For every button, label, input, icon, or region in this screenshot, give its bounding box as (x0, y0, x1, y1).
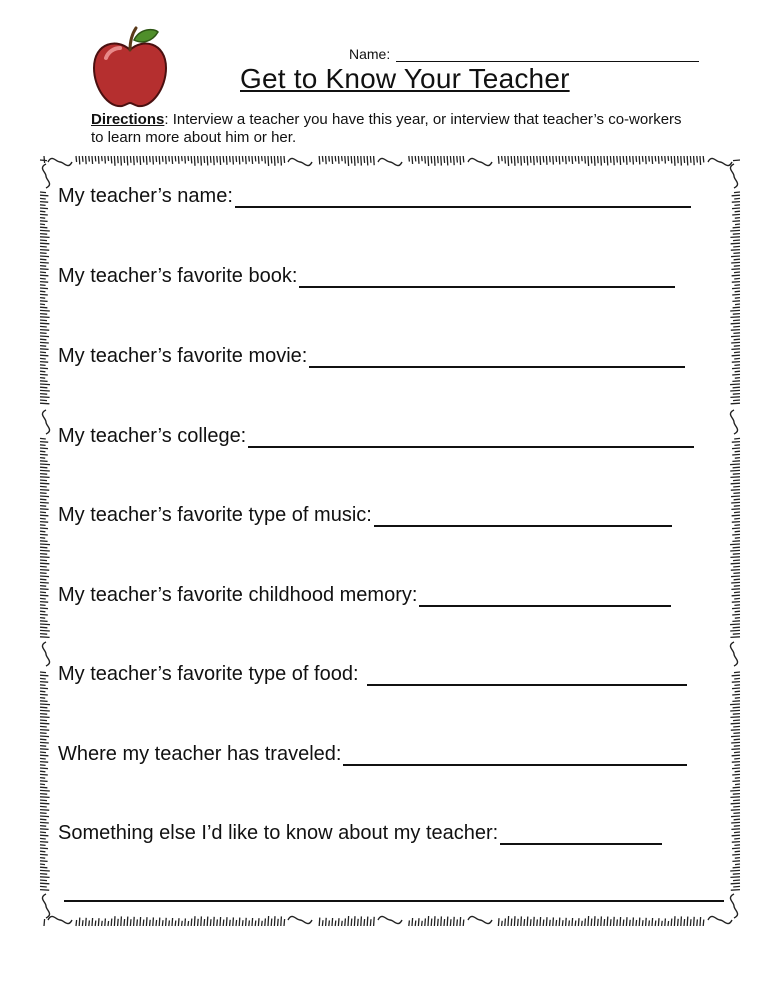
question-label: My teacher’s favorite movie: (58, 345, 308, 367)
question-traveled[interactable] (58, 742, 687, 766)
answer-blank[interactable] (374, 503, 672, 527)
answer-blank[interactable] (299, 264, 675, 288)
question-favorite-book[interactable] (58, 264, 675, 288)
question-favorite-food[interactable] (58, 662, 687, 686)
answer-blank[interactable] (500, 821, 662, 845)
question-favorite-music[interactable] (58, 503, 672, 527)
name-field[interactable] (349, 46, 699, 62)
question-label: My teacher’s favorite type of music: (58, 504, 372, 526)
question-teacher-name[interactable] (58, 184, 691, 208)
question-label: Something else I’d like to know about my teacher: (58, 822, 499, 844)
answer-blank[interactable] (419, 583, 671, 607)
answer-blank[interactable] (235, 184, 691, 208)
answer-blank[interactable] (248, 424, 694, 448)
directions (91, 111, 691, 147)
apple-icon (88, 24, 172, 108)
name-label: Name: (349, 46, 391, 62)
question-something-else[interactable] (58, 821, 662, 845)
directions-lead: Directions (91, 111, 165, 128)
page-title: Get to Know Your Teacher (240, 63, 570, 94)
answer-blank[interactable] (343, 742, 687, 766)
name-blank[interactable] (396, 47, 699, 62)
question-college[interactable] (58, 424, 694, 448)
question-label: My teacher’s name: (58, 185, 233, 207)
question-favorite-movie[interactable] (58, 344, 685, 368)
answer-blank[interactable] (367, 662, 687, 686)
answer-blank-extra[interactable] (64, 900, 724, 902)
question-label: My teacher’s college: (58, 425, 247, 447)
question-label: Where my teacher has traveled: (58, 743, 342, 765)
question-label: My teacher’s favorite type of food: (58, 663, 359, 685)
question-label: My teacher’s favorite book: (58, 265, 298, 287)
question-childhood-memory[interactable] (58, 583, 671, 607)
answer-blank[interactable] (309, 344, 685, 368)
question-label: My teacher’s favorite childhood memory: (58, 584, 418, 606)
directions-text: : Interview a teacher you have this year, or interview that teacher’s co-workers to learn more about him or her. (91, 111, 682, 146)
